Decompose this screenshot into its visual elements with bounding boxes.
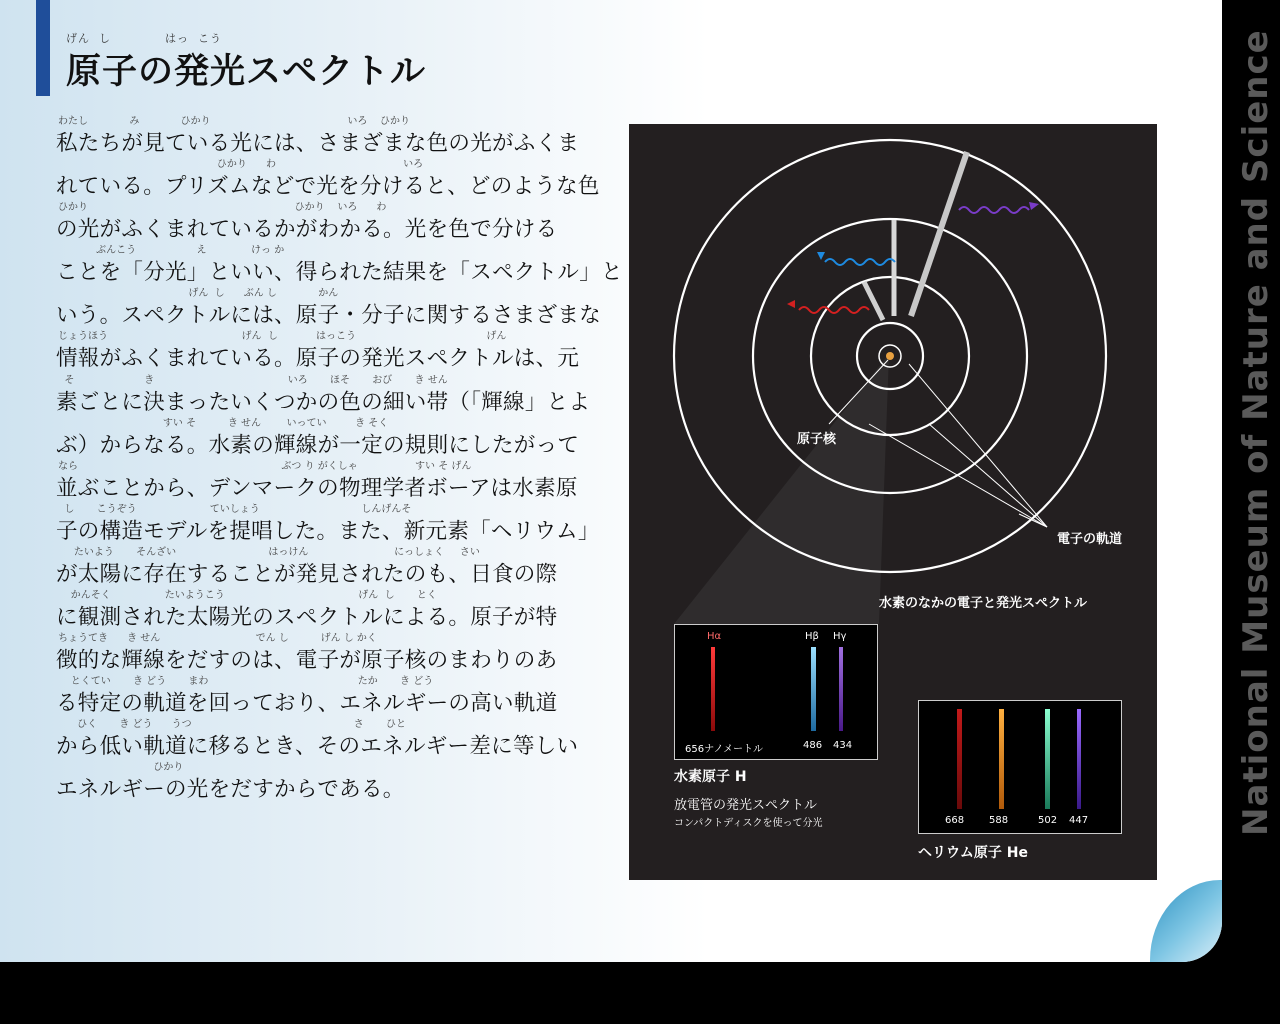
diagram-caption: 水素のなかの電子と発光スペクトル <box>879 596 1088 611</box>
nucleus-label: 原子核 <box>797 432 837 447</box>
body-line-ruby: し こうぞう ていしょう しんげんそ <box>58 503 412 515</box>
nucleus <box>886 352 894 360</box>
body-text <box>56 116 623 810</box>
body-line-text: 子の構造モデルを提唱した。また、新元素「ヘリウム」 <box>56 518 600 544</box>
orbit-pointer-3 <box>929 424 1047 527</box>
title-ruby: げん し はっ こう <box>66 32 222 45</box>
body-line-text: いう。スペクトルには、原子・分子に関するさまざまな <box>56 303 602 329</box>
hydrogen-line-alpha <box>711 647 715 731</box>
body-line-text: 徴的な輝線をだすのは、電子が原子核のまわりのあ <box>56 648 558 674</box>
photon-violet <box>959 207 1029 213</box>
helium-value-502: 502 <box>1038 815 1058 826</box>
hydrogen-name: 水素原子 H <box>674 769 747 785</box>
body-line-ruby: たいよう そんざい はっけん にっしょく さい <box>58 546 480 558</box>
body-line-text: 情報がふくまれている。原子の発光スペクトルは、元 <box>56 346 580 372</box>
hydrogen-atom-diagram <box>629 124 1157 880</box>
body-line-ruby: ぶんこう え けっ か <box>58 245 285 257</box>
body-line-ruby: ひく き どう うつ さ ひと <box>58 719 406 731</box>
body-line-ruby: とくてい き どう まわ たか き どう <box>58 676 434 688</box>
helium-line-588 <box>999 709 1004 809</box>
body-line-ruby: ひかり わ いろ <box>58 159 424 171</box>
helium-spectrum-image <box>918 700 1122 834</box>
body-line-text: 素ごとに決まったいくつかの色の細い帯（「輝線」とよ <box>56 389 591 415</box>
title-accent-bar <box>36 0 50 96</box>
body-line-text: に観測された太陽光のスペクトルによる。原子が特 <box>56 605 558 631</box>
body-line-ruby: わたし み ひかり いろ ひかり <box>58 116 411 127</box>
helium-line-668 <box>957 709 962 809</box>
hydrogen-subtitle: 放電管の発光スペクトル <box>674 798 818 813</box>
orbit-label: 電子の軌道 <box>1057 532 1123 547</box>
hydrogen-value-alpha: 656ナノメートル <box>685 744 763 755</box>
body-line-ruby: そ き いろ ほそ おび き せん <box>58 374 448 386</box>
body-line-ruby: ひかり <box>58 762 184 774</box>
photon-red <box>799 307 869 313</box>
body-line-ruby: なら ぶつ り がくしゃ すい そ げん <box>58 460 472 472</box>
transition-arrow-3 <box>864 282 883 320</box>
body-line-text: ことを「分光」といい、得られた結果を「スペクトル」と <box>56 260 623 286</box>
page-title: 原子の発光スペクトル <box>66 52 427 92</box>
body-line-ruby: かんそく たいようこう げん し とく <box>58 590 437 602</box>
body-line-text: 並ぶことから、デンマークの物理学者ボーアは水素原 <box>56 475 578 501</box>
body-line-text: 私たちが見ている光には、さまざまな色の光がふくま <box>56 131 580 156</box>
transition-arrow-1 <box>911 152 967 316</box>
hydrogen-spectrum-image <box>674 624 878 760</box>
body-line-text: の光がふくまれているかがわかる。光を色で分ける <box>56 217 558 243</box>
hydrogen-symbol-beta: Hβ <box>805 631 819 642</box>
helium-line-447 <box>1077 709 1081 809</box>
photon-violet-head <box>1029 202 1039 210</box>
body-line-ruby: すい そ き せん いってい き そく <box>58 417 389 429</box>
body-line-text: れている。プリズムなどで光を分けると、どのような色 <box>56 174 600 200</box>
body-line-ruby: じょうほう げん し はっこう げん <box>58 331 507 343</box>
helium-line-502 <box>1045 709 1050 809</box>
orbit-pointer-1 <box>909 364 1047 527</box>
hydrogen-note: コンパクトディスクを使って分光 <box>674 818 823 829</box>
body-line-text: から低い軌道に移るとき、そのエネルギー差に等しい <box>56 734 579 760</box>
hydrogen-symbol-alpha: Hα <box>707 631 722 642</box>
helium-value-668: 668 <box>945 815 965 826</box>
body-line-ruby: げん し ぶん し かん <box>58 288 339 300</box>
hydrogen-value-beta: 486 <box>803 740 823 751</box>
body-line-text: エネルギーの光をだすからである。 <box>56 777 405 803</box>
orbit-pointer-2 <box>869 424 1047 527</box>
body-line-text: ぶ）からなる。水素の輝線が一定の規則にしたがって <box>56 432 580 458</box>
helium-name: ヘリウム原子 He <box>918 845 1028 861</box>
hydrogen-symbol-gamma: Hγ <box>833 631 847 642</box>
photon-red-head <box>787 300 795 308</box>
photon-blue-head <box>817 252 825 260</box>
hydrogen-line-beta <box>811 647 816 731</box>
hydrogen-value-gamma: 434 <box>833 740 853 751</box>
hydrogen-line-gamma <box>839 647 843 731</box>
helium-value-588: 588 <box>989 815 1009 826</box>
body-line <box>56 762 596 809</box>
body-line-text: る特定の軌道を回っており、エネルギーの高い軌道 <box>56 691 558 717</box>
museum-side-text: National Museum of Nature and Science <box>1236 29 1276 836</box>
photon-blue <box>825 259 895 265</box>
body-line-ruby: ひかり ひかり いろ わ <box>58 202 387 214</box>
body-line-text: が太陽に存在することが発見されたのも、日食の際 <box>56 561 558 587</box>
helium-value-447: 447 <box>1069 815 1089 826</box>
body-line-ruby: ちょうてき き せん でん し げん し かく <box>58 633 377 645</box>
